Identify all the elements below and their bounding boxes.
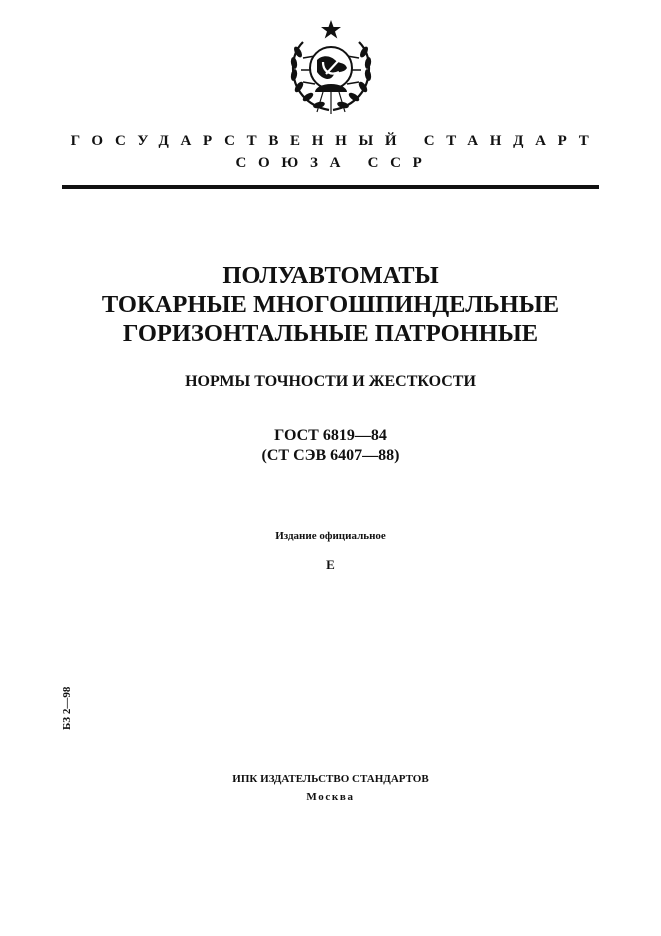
edition-letter: Е [326, 557, 335, 572]
publisher-city: Москва [306, 791, 355, 803]
header-line-2: СОЮЗА ССР [235, 155, 434, 171]
side-code: БЗ 2—98 [61, 686, 73, 730]
gost-number: ГОСТ 6819—84 [274, 427, 387, 444]
ussr-coat-of-arms-icon [279, 18, 383, 122]
title-line-1: ПОЛУАВТОМАТЫ [222, 262, 439, 289]
header-line-1: ГОСУДАРСТВЕННЫЙ СТАНДАРТ [70, 133, 601, 149]
title-line-2: ТОКАРНЫЕ МНОГОШПИНДЕЛЬНЫЕ [101, 291, 560, 318]
st-sev-number: (СТ СЭВ 6407—88) [261, 447, 400, 464]
publisher-block [0, 770, 661, 806]
standard-designation [0, 426, 661, 466]
edition-note: Издание официальное [275, 530, 386, 542]
publisher-name: ИПК ИЗДАТЕЛЬСТВО СТАНДАРТОВ [232, 773, 429, 785]
header-rule [62, 185, 599, 189]
document-title [0, 261, 661, 348]
document-subtitle: НОРМЫ ТОЧНОСТИ И ЖЕСТКОСТИ [185, 373, 476, 390]
title-line-3: ГОРИЗОНТАЛЬНЫЕ ПАТРОННЫЕ [122, 320, 539, 347]
